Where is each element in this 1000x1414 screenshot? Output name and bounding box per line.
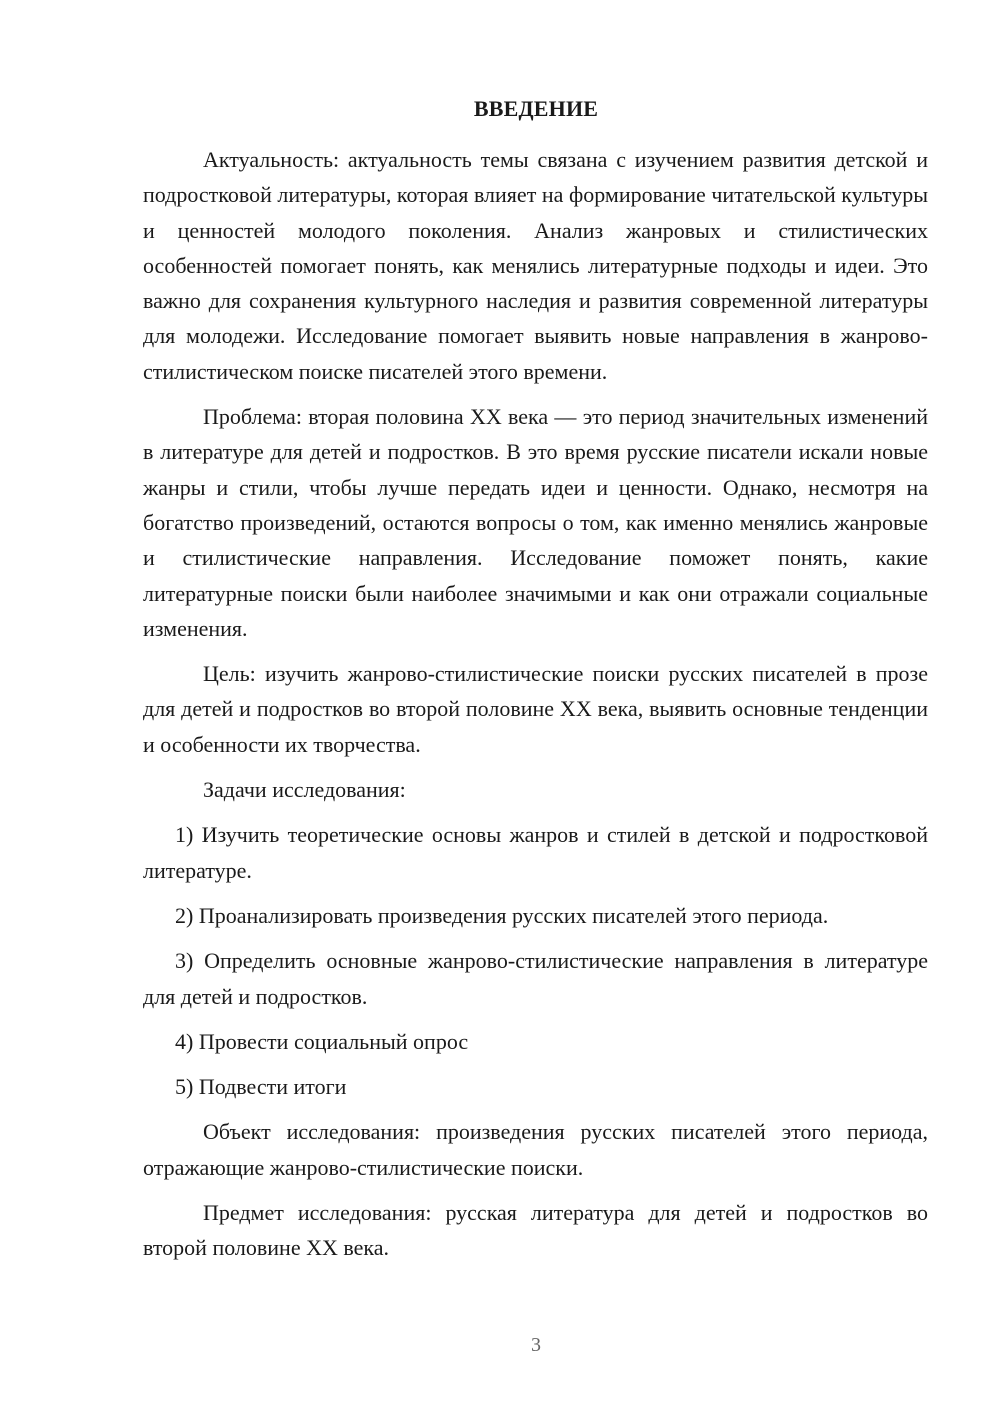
goal-paragraph: Цель: изучить жанрово-стилистические поиски русских писателей в прозе для детей и подростков во второй половине XX века, выявить основные тенденции и особенности их творчества. [143, 661, 928, 757]
page-title: ВВЕДЕНИЕ [473, 96, 599, 121]
task-item: 2) Проанализировать произведения русских писателей этого периода. [175, 902, 829, 928]
task-item: 5) Подвести итоги [175, 1074, 347, 1100]
page-number: 3 [531, 1334, 541, 1356]
task-item: 1) Изучить теоретические основы жанров и стилей в детской и подростковой литературе. [143, 822, 928, 883]
task-item: 4) Провести социальный опрос [175, 1028, 469, 1054]
tasks-heading: Задачи исследования: [203, 777, 406, 803]
subject-paragraph: Предмет исследования: русская литература для детей и подростков во второй половине XX века. [143, 1200, 928, 1261]
object-paragraph: Объект исследования: произведения русских писателей этого периода, отражающие жанрово-стилистические поиски. [143, 1119, 928, 1180]
task-item: 3) Определить основные жанрово-стилистические направления в литературе для детей и подростков. [143, 948, 928, 1009]
problem-paragraph: Проблема: вторая половина XX века — это период значительных изменений в литературе для детей и подростков. В это время русские писатели искали новые жанры и стили, чтобы лучше передать идеи и ценности. Однако, несмотря на богатство произведений, остаются вопросы о том, как именно менялись жанровые и стилистические направления. Исследование поможет понять, какие литературные поиски были наиболее значимыми и как они отражали социальные изменения. [143, 404, 928, 641]
document-body [143, 142, 928, 1266]
relevance-paragraph: Актуальность: актуальность темы связана с изучением развития детской и подростковой литературы, которая влияет на формирование читательской культуры и ценностей молодого поколения. Анализ жанровых и стилистических особенностей помогает понять, как менялись литературные подходы и идеи. Это важно для сохранения культурного наследия и развития современной литературы для молодежи. Исследование помогает выявить новые направления в жанрово-стилистическом поиске писателей этого времени. [143, 147, 928, 384]
